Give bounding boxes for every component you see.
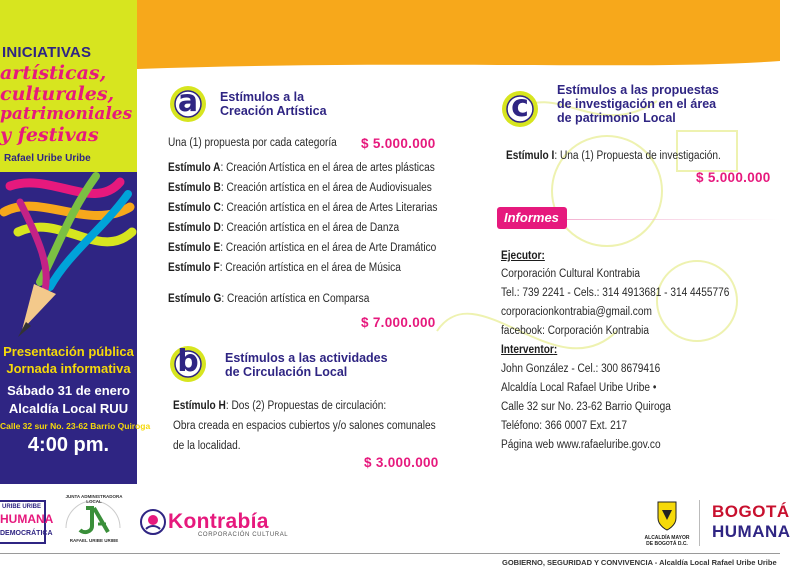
section-c-title-line2: de investigación en el área	[557, 97, 717, 111]
section-a-title-line2: Creación Artística	[220, 104, 327, 118]
alcaldia-text	[642, 535, 692, 547]
alcaldia-line-2: DE BOGOTÁ D.C.	[646, 541, 688, 547]
script-line-4: y festivas	[0, 124, 99, 146]
stimulus-d-label: Estímulo D	[168, 222, 221, 234]
ejecutor-line-1: Corporación Cultural Kontrabia	[501, 268, 640, 280]
stimulus-f-text: : Creación artística en el área de Música	[219, 262, 401, 274]
stimulus-h-label: Estímulo H	[173, 400, 226, 412]
stimulus-e-label: Estímulo E	[168, 242, 221, 254]
alcaldia-mayor-logo	[642, 500, 692, 548]
section-c-title-line3: de patrimonio Local	[557, 111, 676, 125]
stimulus-e-text: : Creación artística en el área de Arte Dramático	[220, 242, 437, 254]
interventor-heading: Interventor:	[501, 344, 558, 356]
stimulus-h-text: : Dos (2) Propuestas de circulación:	[225, 400, 387, 412]
ejecutor-line-2: Tel.: 739 2241 - Cels.: 314 4913681 - 314 4455776	[501, 287, 730, 299]
title-block	[0, 0, 137, 172]
interventor-line-3: Calle 32 sur No. 23-62 Barrio Quiroga	[501, 401, 671, 413]
stimulus-h-price: $ 3.000.000	[364, 455, 439, 470]
stimulus-c-text: : Creación artística en el área de Artes Literarias	[220, 202, 438, 214]
section-a-title-line1: Estímulos a la	[220, 90, 305, 104]
section-a-price: $ 5.000.000	[361, 136, 436, 151]
stimulus-g-price: $ 7.000.000	[361, 315, 436, 330]
humana-wordmark: HUMANA	[712, 522, 791, 541]
junta-administradora-logo	[58, 494, 128, 546]
section-c-title	[557, 83, 719, 125]
section-b-title-line2: de Circulación Local	[225, 365, 348, 379]
kontrabia-name: Kontrabía	[168, 510, 269, 533]
presentation-time: 4:00 pm.	[27, 434, 110, 456]
presentation-address: Calle 32 sur No. 23-62 Barrio Quiroga	[0, 421, 151, 431]
kontrabia-logo	[140, 503, 298, 543]
section-a-title	[220, 90, 327, 118]
stimulus-b-line	[168, 182, 432, 194]
badge-a-letter: a	[177, 84, 199, 119]
kontrabia-subtitle: CORPORACIÓN CULTURAL	[198, 532, 289, 538]
footer-credit: GOBIERNO, SEGURIDAD Y CONVIVENCIA - Alcaldía Local Rafael Uribe Uribe	[502, 558, 777, 567]
stimulus-g-text: : Creación artística en Comparsa	[221, 293, 370, 305]
presentation-title: Presentación pública	[3, 344, 134, 359]
stimulus-g-line	[168, 293, 369, 305]
uribe-logo-line-2: HUMANA	[0, 512, 54, 526]
poster-heading: INICIATIVAS	[2, 44, 92, 61]
badge-c-letter: c	[511, 89, 529, 124]
script-line-1: artísticas,	[0, 62, 107, 84]
junta-sublabel: RAFAEL URIBE URIBE	[69, 538, 119, 543]
junta-label: JUNTA ADMINISTRADORA LOCAL	[65, 494, 123, 504]
stimulus-d-line	[168, 222, 399, 234]
informes-label: Informes	[497, 207, 567, 229]
ejecutor-heading: Ejecutor:	[501, 250, 545, 262]
interventor-heading-text: Interventor	[501, 344, 554, 356]
stimulus-h-line	[173, 400, 386, 412]
uribe-logo-line-1: URIBE URIBE	[2, 504, 42, 510]
stimulus-i-price: $ 5.000.000	[696, 170, 771, 185]
interventor-line-1: John González - Cel.: 300 8679416	[501, 363, 661, 375]
ejecutor-heading-text: Ejecutor	[501, 250, 542, 262]
presentation-date: Sábado 31 de enero	[7, 383, 130, 398]
script-line-2: culturales,	[0, 83, 115, 105]
stimulus-f-line	[168, 262, 401, 274]
band-wave-decoration	[137, 57, 780, 71]
presentation-subtitle: Jornada informativa	[6, 361, 131, 376]
footer-logo-separator	[699, 500, 700, 546]
left-panel	[0, 0, 151, 484]
badge-b-letter: b	[177, 344, 199, 379]
ejecutor-facebook[interactable]: facebook: Corporación Kontrabia	[501, 325, 649, 337]
section-c-title-line1: Estímulos a las propuestas	[557, 83, 719, 97]
footer-divider	[0, 553, 780, 554]
stimulus-a-label: Estímulo A	[168, 162, 221, 174]
kontrabia-emblem-icon	[140, 509, 166, 535]
stimulus-i-label: Estímulo I	[506, 150, 555, 162]
stimulus-i-text: : Una (1) Propuesta de investigación.	[554, 150, 721, 162]
stimulus-g-label: Estímulo G	[168, 293, 222, 305]
script-line-3: patrimoniales	[0, 104, 133, 124]
alcaldia-line-1: ALCALDÍA MAYOR	[644, 535, 690, 541]
interventor-line-4: Teléfono: 366 0007 Ext. 217	[501, 420, 628, 432]
informes-divider	[567, 219, 780, 220]
stimulus-h-detail-1: Obra creada en espacios cubiertos y/o salones comunales	[173, 420, 436, 432]
bogota-shield-icon	[656, 500, 678, 532]
pencil-ribbons-illustration	[0, 172, 137, 342]
locality-name: Rafael Uribe Uribe	[4, 153, 91, 164]
top-orange-band	[137, 0, 780, 57]
stimulus-b-text: : Creación artística en el área de Audiovisuales	[220, 182, 432, 194]
stimulus-i-line	[506, 150, 721, 162]
section-b-title-line1: Estímulos a las actividades	[225, 351, 388, 365]
uribe-humana-logo	[0, 500, 54, 544]
stimulus-f-label: Estímulo F	[168, 262, 220, 274]
uribe-logo-line-3: DEMOCRÁTICA	[0, 530, 53, 537]
stimulus-a-line	[168, 162, 435, 174]
stimulus-c-label: Estímulo C	[168, 202, 221, 214]
section-b-title	[225, 351, 388, 379]
presentation-place: Alcaldía Local RUU	[8, 401, 129, 416]
stimulus-a-text: : Creación Artística en el área de artes plásticas	[220, 162, 435, 174]
interventor-website[interactable]: Página web www.rafaeluribe.gov.co	[501, 439, 661, 451]
stimulus-d-text: : Creación artística en el área de Danza	[220, 222, 400, 234]
section-a-intro: Una (1) propuesta por cada categoría	[168, 137, 337, 149]
stimulus-e-line	[168, 242, 436, 254]
stimulus-b-label: Estímulo B	[168, 182, 221, 194]
stimulus-c-line	[168, 202, 437, 214]
bogota-wordmark: BOGOTÁ	[712, 502, 790, 521]
ejecutor-email[interactable]: corporacionkontrabia@gmail.com	[501, 306, 652, 318]
interventor-line-2: Alcaldía Local Rafael Uribe Uribe •	[501, 382, 657, 394]
stimulus-h-detail-2: de la localidad.	[173, 440, 241, 452]
